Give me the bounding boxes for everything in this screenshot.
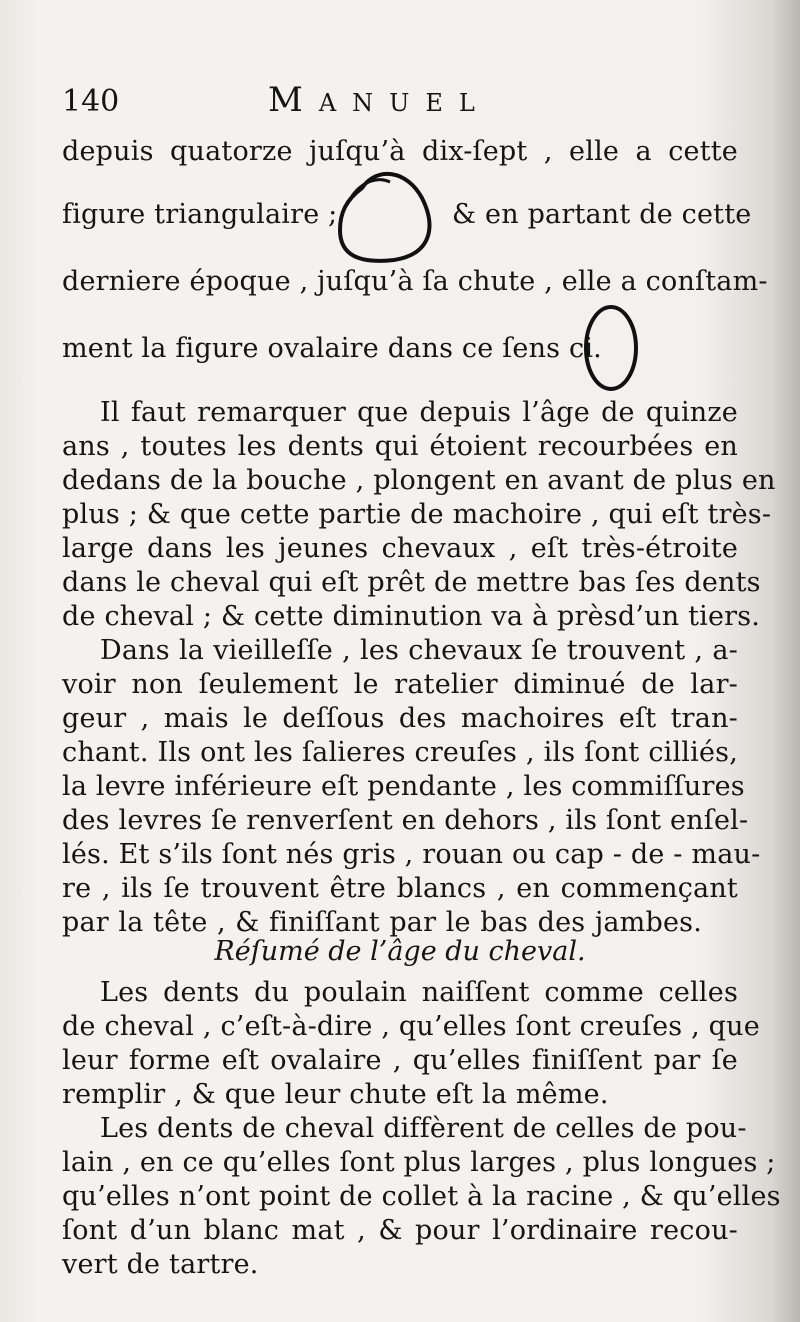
text-line: derniere époque , juſqu’à ſa chute , elle a conſtam- (62, 266, 768, 297)
text-line: ans , toutes les dents qui étoient recourbées en (62, 431, 738, 462)
text-line: dedans de la bouche , plongent en avant de plus en (62, 465, 776, 496)
text-line: & en partant de cette (452, 199, 752, 230)
oval-tooth-icon (580, 302, 642, 394)
page-number: 140 (62, 84, 120, 119)
text-line: qu’elles n’ont point de collet à la racine , & qu’elles (62, 1181, 781, 1212)
text-line: figure triangulaire ; (62, 199, 338, 230)
text-line: re , ils ſe trouvent être blancs , en commençant (62, 873, 738, 904)
text-line: plus ; & que cette partie de machoire , qui eſt très- (62, 499, 772, 530)
text-line: Il faut remarquer que depuis l’âge de quinze (100, 397, 738, 428)
text-line: lés. Et s’ils ſont nés gris , rouan ou cap - de - mau- (62, 839, 761, 870)
text-line: depuis quatorze juſqu’à dix-ſept , elle a cette (62, 136, 738, 167)
text-line: par la tête , & finiſſant par le bas des jambes. (62, 907, 702, 938)
text-line: large dans les jeunes chevaux , eſt très-étroite (62, 533, 738, 564)
text-line: Les dents de cheval diffèrent de celles de pou- (100, 1113, 747, 1144)
text-line: lain , en ce qu’elles ſont plus larges , plus longues ; (62, 1147, 776, 1178)
text-line: ment la figure ovalaire dans ce ſens ci. (62, 333, 602, 364)
text-line: ſont d’un blanc mat , & pour l’ordinaire recou- (62, 1215, 738, 1246)
text-line: des levres ſe renverſent en dehors , ils ſont enſel- (62, 805, 749, 836)
text-line: voir non ſeulement le ratelier diminué de lar- (62, 669, 738, 700)
text-line: geur , mais le deſſous des machoires eſt tran- (62, 703, 738, 734)
section-heading: Réſumé de l’âge du cheval. (214, 936, 586, 967)
text-line: Dans la vieilleſſe , les chevaux ſe trouvent , a- (100, 635, 738, 666)
text-line: de cheval , c’eſt-à-dire , qu’elles ſont creuſes , que (62, 1011, 760, 1042)
text-line: chant. Ils ont les ſalieres creuſes , ils ſont cilliés, (62, 737, 738, 768)
running-title: Manuel (268, 80, 491, 120)
text-line: remplir , & que leur chute eſt la même. (62, 1079, 609, 1110)
text-line: leur forme eſt ovalaire , qu’elles finiſſent par ſe (62, 1045, 738, 1076)
text-line: Les dents du poulain naiſſent comme celles (100, 977, 738, 1008)
triangular-tooth-icon (332, 168, 442, 268)
text-line: dans le cheval qui eſt prêt de mettre bas ſes dents (62, 567, 761, 598)
text-line: vert de tartre. (62, 1249, 259, 1280)
text-line: la levre inférieure eſt pendante , les commiſſures (62, 771, 745, 802)
text-line: de cheval ; & cette diminution va à prèsd’un tiers. (62, 601, 761, 632)
